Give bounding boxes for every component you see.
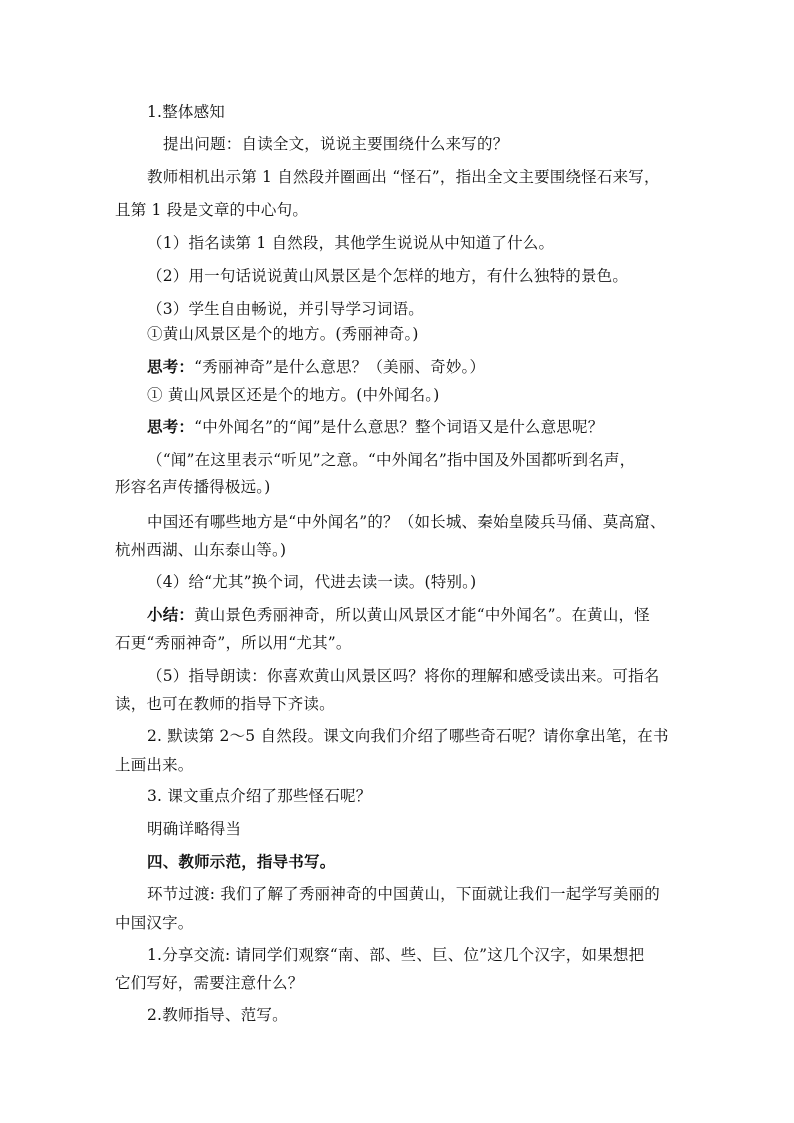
paragraph-line: 石更“秀丽神奇”，所以用“尤其”。 [115, 634, 352, 652]
paragraph-line: ① 黄山风景区还是个的地方。(中外闻名。) [147, 386, 440, 404]
paragraph-line: 中国还有哪些地方是“中外闻名”的？（如长城、秦始皇陵兵马俑、莫高窟、 [147, 513, 666, 531]
paragraph-line: 3. 课文重点介绍了那些怪石呢？ [147, 787, 372, 805]
paragraph-line: 中国汉字。 [115, 914, 194, 932]
section-heading: 四、教师示范，指导书写。 [147, 852, 336, 871]
paragraph-line: （2）用一句话说说黄山风景区是个怎样的地方，有什么独特的景色。 [147, 267, 629, 285]
thinking-label: 思考： [147, 417, 195, 436]
paragraph-line: 它们写好，需要注意什么？ [115, 974, 304, 992]
paragraph-line: 2.教师指导、范写。 [147, 1006, 288, 1024]
summary-label: 小结： [147, 605, 195, 624]
paragraph-line: 形容名声传播得极远。) [115, 478, 271, 496]
section-heading: 1.整体感知 [147, 103, 225, 121]
thinking-label: 思考： [147, 357, 195, 376]
paragraph-line: ①黄山风景区是个的地方。(秀丽神奇。) [147, 325, 419, 343]
paragraph-line: 上画出来。 [115, 756, 194, 774]
paragraph-line: （3）学生自由畅说，并引导学习词语。 [147, 300, 424, 318]
thinking-line: 思考：“秀丽神奇”是什么意思？（美丽、奇妙。） [147, 357, 486, 376]
paragraph-line: （“闻”在这里表示“听见”之意。“中外闻名”指中国及外国都听到名声， [147, 451, 636, 469]
paragraph-line: 教师相机出示第 1 自然段并圈画出 “怪石”，指出全文主要围绕怪石来写， [147, 168, 660, 186]
paragraph-line: （1）指名读第 1 自然段，其他学生说说从中知道了什么。 [147, 234, 555, 252]
paragraph-line: 提出问题：自读全文，说说主要围绕什么来写的？ [163, 135, 509, 153]
paragraph-line: （5）指导朗读：你喜欢黄山风景区吗？将你的理解和感受读出来。可指名 [147, 667, 660, 685]
paragraph-line: 2. 默读第 2～5 自然段。课文向我们介绍了哪些奇石呢？请你拿出笔，在书 [147, 727, 669, 745]
paragraph-line: 且第 1 段是文章的中心句。 [115, 201, 309, 219]
paragraph-line: 读，也可在教师的指导下齐读。 [115, 695, 335, 713]
thinking-line: 思考：“中外闻名”的“闻”是什么意思？整个词语又是什么意思呢？ [147, 417, 604, 436]
paragraph-line: （4）给“尤其”换个词，代进去读一读。(特别。) [147, 573, 477, 591]
paragraph-line: 1.分享交流: 请同学们观察“南、部、些、巨、位”这几个汉字，如果想把 [147, 946, 645, 964]
paragraph-line: 环节过渡: 我们了解了秀丽神奇的中国黄山，下面就让我们一起学写美丽的 [147, 885, 660, 903]
summary-line: 小结：黄山景色秀丽神奇，所以黄山风景区才能“中外闻名”。在黄山，怪 [147, 605, 650, 624]
paragraph-line: 明确详略得当 [147, 820, 242, 838]
paragraph-line: 杭州西湖、山东泰山等。) [115, 541, 287, 559]
